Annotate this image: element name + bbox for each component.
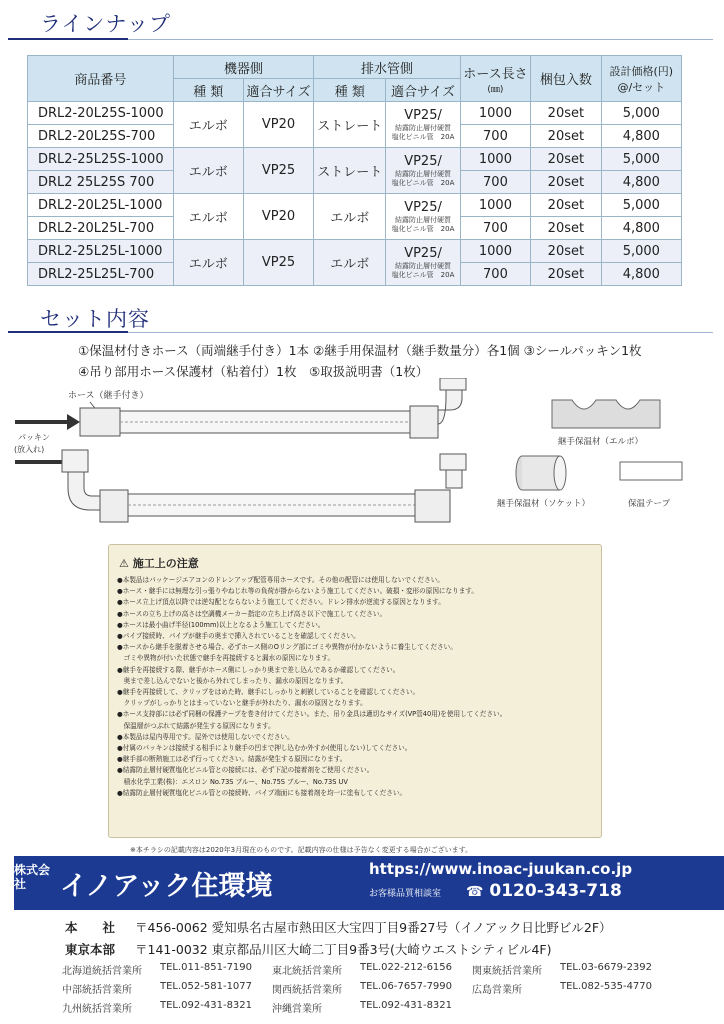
device-kind: エルボ [173,240,243,286]
header-kind-drain: 種 類 [314,79,386,102]
office-phone: TEL.011-851-7190 [160,962,253,973]
caution-item: クリップがしっかりとはまっていないと継手が外れたり、漏水の原因となります。 [117,699,367,708]
device-size: VP20 [243,102,313,148]
support-label: お客様品質相談室 [369,889,442,899]
packing-label-2: (放入れ) [14,445,45,454]
contents-line-1: ①保温材付きホース（両端継手付き）1本 ②継手用保温材（継手数量分）各1個 ③シールパッキン1枚 [78,343,642,358]
hose-label: ホース（継手付き） [68,391,149,401]
caution-item: ●継手を再接続して、クリップをはめた時、継手にしっかりと刺嵌していることを確認してください。 [117,688,420,697]
warning-icon: ⚠ [119,557,129,570]
pack-qty: 20set [531,217,601,240]
drain-size: VP25/ 結露防止層付硬質 塩化ビニル管 20A [386,148,460,194]
tokyo-address: 東京本部 〒141-0032 東京都品川区大崎二丁目9番3号(大崎ウエストシティビル4F) [65,942,552,957]
title-rule [128,332,713,333]
office-name: 関東統括営業所 [472,966,542,977]
pack-qty: 20set [531,148,601,171]
table-row [28,148,682,171]
device-kind: エルボ [173,148,243,194]
product-number: DRL2-25L25L-1000 [28,240,174,263]
hose-length: 700 [460,125,530,148]
drain-size: VP25/ 結露防止層付硬質 塩化ビニル管 20A [386,194,460,240]
corporate-form: 株式会社 [14,863,51,891]
header-product-no: 商品番号 [28,56,174,102]
office-phone: TEL.092-431-8321 [360,1000,453,1011]
support-phone[interactable]: ☎ 0120-343-718 [466,881,622,901]
price: 4,800 [601,125,681,148]
set-contents-title: セット内容 [40,307,150,331]
hq-address: 本 社 〒456-0062 愛知県名古屋市熱田区大宝四丁目9番27号（イノアック日比野ビル2F） [65,920,612,935]
header-drain-side: 排水管側 [314,56,461,79]
price: 4,800 [601,263,681,286]
product-number: DRL2-20L25S-1000 [28,102,174,125]
drain-kind: エルボ [314,194,386,240]
hose-length: 1000 [460,148,530,171]
device-kind: エルボ [173,194,243,240]
office-name: 広島営業所 [472,985,522,996]
pack-qty: 20set [531,171,601,194]
caution-item: 奥まで差し込んでないと後から外れてしまったり、漏水の原因となります。 [117,676,348,685]
office-phone: TEL.06-7657-7990 [360,981,453,992]
title-rule [128,39,713,40]
lineup-table [27,55,682,286]
caution-item: ●本製品はパッケージエアコンのドレンアップ配管専用ホースです。その他の配管には使用しないでください。 [117,576,444,584]
freedial-icon: ☎ [466,884,484,900]
office-phone: TEL.052-581-1077 [160,981,253,992]
caution-item: 保温層がつぶれて結露が発生する原因になります。 [117,721,275,730]
caution-item: ●ホース・継手には無理な引っ張りやねじれ等の負荷が掛からないよう施工してください。破損・変形の原因になります。 [117,587,478,596]
table-row [28,240,682,263]
caution-item: ●継手を再接続する際、継手がホース側にしっかり奥まで差し込んであるか確認してください。 [117,665,400,674]
caution-item: ●ホースの立ち上げの高さは空調機メーカー指定の立ち上げ高さ以下で施工してください。 [117,609,387,618]
website-link[interactable]: https://www.inoac-juukan.co.jp [369,860,633,878]
hose-lower [62,450,466,522]
header-size: 適合サイズ [243,79,313,102]
office-name: 北海道統括営業所 [62,966,142,977]
price: 4,800 [601,171,681,194]
drain-size: VP25/ 結露防止層付硬質 塩化ビニル管 20A [386,240,460,286]
office-name: 沖縄営業所 [272,1004,322,1015]
product-number: DRL2 25L25S 700 [28,171,174,194]
caution-item: ●結露防止層付硬質塩化ビニル管との接続時、パイプ端面にも接着剤を均一に塗布してください。 [117,788,407,797]
caution-item: ●本製品は屋内専用です。屋外では使用しないでください。 [117,732,294,741]
hose-length: 1000 [460,102,530,125]
caution-item: ●結露防止層付硬質塩化ビニル管との接続には、必ず下記の接着剤をご使用ください。 [117,766,374,775]
header-device-side: 機器側 [173,56,314,79]
caution-item: ●継手部の断熱施工は必ず行ってください。結露が発生する原因になります。 [117,755,347,764]
pack-qty: 20set [531,102,601,125]
price: 5,000 [601,194,681,217]
caution-item: ●ホース立上げ頂点以降では逆勾配とならないよう施工してください。ドレン排水が逆流する原因となります。 [117,598,445,607]
contents-line-2: ④吊り部用ホース保護材（粘着付）1枚 ⑤取扱説明書（1枚） [78,364,429,379]
caution-item: ●付属のパッキンは接続する相手により継手の凹まで押し込むか外すか(使用しない)してください。 [117,744,412,753]
price: 4,800 [601,217,681,240]
caution-box [108,544,602,838]
office-name: 東北統括営業所 [272,966,342,977]
elbow-insulation-icon [552,400,660,428]
hose-upper [80,378,466,438]
office-name: 九州統括営業所 [62,1004,132,1015]
caution-item: 積水化学工業(株)：エスロン No.73S ブルー、No.75S ブルー、No.73S UV [117,777,348,786]
table-row [28,102,682,125]
drain-kind: エルボ [314,240,386,286]
caution-item: ●ホースから継手を脱着させる場合、必ずホース側のOリング部にゴミや異物が付かないように養生してください。 [117,643,457,652]
hose-length: 1000 [460,194,530,217]
pack-qty: 20set [531,240,601,263]
title-underline [8,38,128,40]
hose-length: 700 [460,217,530,240]
table-row [28,194,682,217]
price: 5,000 [601,102,681,125]
drain-kind: ストレート [314,148,386,194]
socket-insulation-label: 継手保温材（ソケット） [497,499,590,509]
pack-qty: 20set [531,125,601,148]
company-banner [14,856,724,910]
office-phone: TEL.022-212-6156 [360,962,453,973]
header-size-drain: 適合サイズ [386,79,460,102]
drain-kind: ストレート [314,102,386,148]
caution-heading: ⚠ 施工上の注意 [119,557,199,570]
elbow-insulation-label: 継手保温材（エルボ） [558,437,644,447]
office-phone: TEL.092-431-8321 [160,1000,253,1011]
office-name: 関西統括営業所 [272,985,342,996]
header-price: 設計価格(円) @/セット [601,56,681,102]
caution-item: ●ホース支持部には必ず同梱の保護テープを巻き付けてください。また、吊り金具は適切なサイズ(VP管40用)を使用してください。 [117,710,507,719]
caution-list [117,575,597,799]
packing-label-1: パッキン [18,433,50,442]
product-number: DRL2-25L25S-1000 [28,148,174,171]
product-number: DRL2-20L25L-1000 [28,194,174,217]
lineup-title: ラインナップ [40,12,171,36]
product-number: DRL2-20L25S-700 [28,125,174,148]
device-size: VP25 [243,240,313,286]
office-phone: TEL.03-6679-2392 [560,962,653,973]
price: 5,000 [601,240,681,263]
company-name: イノアック住環境 [60,871,273,902]
caution-item: ●パイプ接続時、パイプが継手の奥まで挿入されていることを確認してください。 [117,632,360,641]
pack-qty: 20set [531,263,601,286]
pack-qty: 20set [531,194,601,217]
header-kind: 種 類 [173,79,243,102]
device-size: VP25 [243,148,313,194]
tape-label: 保温テープ [628,499,671,509]
office-phone: TEL.082-535-4770 [560,981,653,992]
footnote: ※本チラシの記載内容は2020年3月現在のものです。記載内容の仕様は予告なく変更する場合がございます。 [130,846,473,854]
product-number: DRL2-25L25L-700 [28,263,174,286]
header-pack-qty: 梱包入数 [531,56,601,102]
device-size: VP20 [243,194,313,240]
hose-length: 1000 [460,240,530,263]
caution-item: ●ホースは最小曲げ半径(100mm)以上となるよう施工してください。 [117,620,325,629]
tape-icon [620,462,682,480]
header-hose-length: ホース長さ (㎜) [460,56,530,102]
drain-size: VP25/ 結露防止層付硬質 塩化ビニル管 20A [386,102,460,148]
price: 5,000 [601,148,681,171]
device-kind: エルボ [173,102,243,148]
title-underline [8,331,128,333]
hose-length: 700 [460,263,530,286]
product-diagram [0,378,724,538]
office-name: 中部統括営業所 [62,985,132,996]
product-number: DRL2-20L25L-700 [28,217,174,240]
caution-item: ゴミや異物が付いた状態で継手を再接続すると漏水の原因になります。 [117,654,335,663]
socket-insulation-icon [516,456,566,490]
hose-length: 700 [460,171,530,194]
